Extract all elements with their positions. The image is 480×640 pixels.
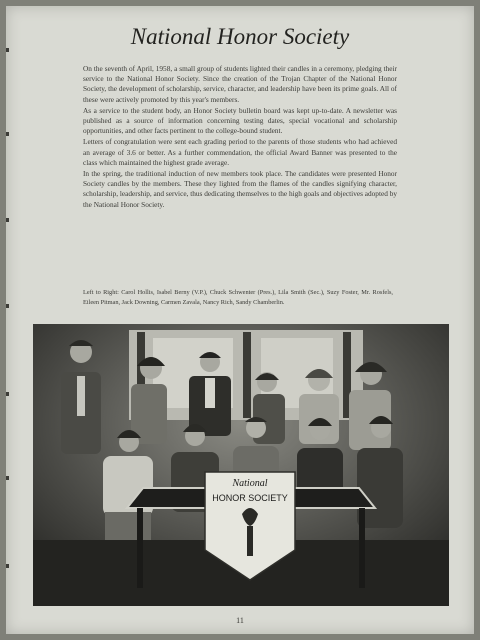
yearbook-page bbox=[6, 6, 474, 634]
binding-hole-mark bbox=[6, 476, 9, 480]
banner-line1: National bbox=[232, 478, 268, 489]
binding-hole-mark bbox=[6, 564, 9, 568]
page-number: 11 bbox=[236, 616, 244, 625]
paragraph-bulletin: As a service to the student body, an Honor Society bulletin board was kept up-to-date. A newsletter was published as a source of information concerning testing dates, special vocational and scholarship opportunities, and other facts pertinent to the college-bound student. bbox=[83, 105, 397, 136]
paragraph-letters: Letters of congratulation were sent each grading period to the parents of those students who had achieved an average of 3.6 or better. As a further commendation, the official Award Banner was presented to the class which maintained the highest grade average. bbox=[83, 137, 397, 167]
photo-caption: Left to Right: Carol Hollis, Isabel Berny (V.P.), Chuck Schwenter (Pres.), Lila Smith (Sec.), Suzy Foster, Mr. Rosfels, Eileen Pitman, Jack Downing, Carmen Zavala, Nancy Rich, Sandy Chamberlin. bbox=[83, 289, 393, 306]
binding-hole-mark bbox=[6, 392, 9, 396]
banner-line2: HONOR SOCIETY bbox=[212, 493, 288, 503]
binding-hole-mark bbox=[6, 218, 9, 222]
paragraph-history: On the seventh of April, 1958, a small group of students lighted their candles in a ceremony, pledging their service to the National Honor Society. Since the creation of the Trojan Chapter of the National Honor Society, the development of scholarship, service, character, and leadership have been its prime goals. All of these were actively promoted by this year's members. bbox=[83, 64, 397, 104]
page-title: National Honor Society bbox=[130, 24, 350, 49]
article-body bbox=[83, 64, 397, 211]
paragraph-induction: In the spring, the traditional induction of new members took place. The candidates were presented Honor Society candles by the members. These they lighted from the flames of the candles signifying character, scholarship, leadership, and service, thus dedicating themselves to the high goals and objectives adopted by the National Honor Society. bbox=[83, 169, 397, 209]
group-photo bbox=[33, 324, 449, 606]
binding-hole-mark bbox=[6, 132, 9, 136]
binding-hole-mark bbox=[6, 304, 9, 308]
